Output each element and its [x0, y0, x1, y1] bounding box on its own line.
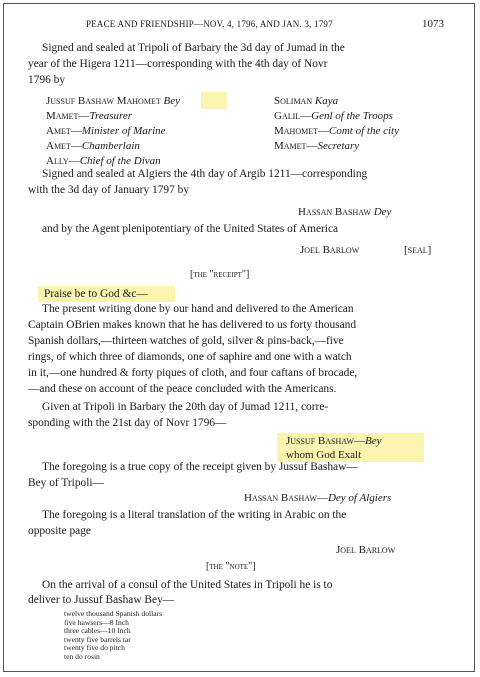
note-item-list — [64, 610, 162, 662]
signatory-title: Bey — [163, 95, 180, 107]
note-line: deliver to Jussuf Bashaw Bey— — [28, 594, 175, 606]
algiers-signing-line: with the 3d day of January 1797 by — [28, 184, 190, 196]
copy-note-signer: Hassan Bashaw—Dey of Algiers — [244, 492, 392, 504]
highlight-bey — [201, 92, 227, 109]
translation-note-line: The foregoing is a literal translation of the writing in Arabic on the — [42, 509, 347, 521]
note-item: twenty five do pitch — [64, 643, 125, 653]
signatory-right — [274, 94, 338, 109]
algiers-signing-paragraph — [28, 166, 460, 198]
copy-note-line: The foregoing is a true copy of the receipt given by Jussuf Bashaw— — [42, 461, 358, 473]
signatory-left — [46, 94, 180, 109]
note-item: twenty five barrels tar — [64, 634, 131, 644]
tripoli-signing-paragraph — [28, 40, 460, 88]
signatory-title: Chamberlain — [81, 140, 140, 152]
running-title: PEACE AND FRIENDSHIP—NOV. 4, 1796, AND JAN. 3, 1797 — [86, 19, 333, 29]
note-heading: [the "note"] — [206, 561, 256, 572]
signatory-title: Treasurer — [89, 110, 133, 122]
signatory-left: Ally—Chief of the Divan — [46, 155, 161, 167]
receipt-heading: [the "receipt"] — [190, 269, 250, 280]
signatory-name: Mahomet — [274, 125, 318, 137]
note-item: ten do rosin — [64, 651, 100, 661]
signatory-right: Mamet—Secretary — [274, 140, 360, 152]
signatory-title: Minister of Marine — [81, 125, 166, 137]
praise-line: Praise be to God &c— — [44, 288, 148, 300]
seal-mark: [seal] — [404, 244, 432, 256]
signatory-title: Comt of the city — [329, 125, 399, 137]
receipt-body-line: in it,—one hundred & forty piques of cloth, and four caftans of brocade, — [28, 367, 358, 379]
page-number: 1073 — [422, 18, 444, 30]
signatory-title: Genl of the Troops — [311, 110, 393, 122]
signatory-name: Mamet — [274, 140, 307, 152]
algiers-signing-line: Signed and sealed at Algiers the 4th day of Argib 1211—corresponding — [42, 168, 368, 180]
receipt-signer: Jussuf Bashaw—Bey — [286, 435, 382, 447]
agent-line: and by the Agent plenipotentiary of the United States of America — [42, 223, 339, 235]
signatory-left: Amet—Minister of Marine — [46, 125, 166, 137]
signatory-name: Jussuf Bashaw Mahomet — [46, 95, 161, 107]
signatory-title: Kaya — [314, 95, 339, 107]
signatory-right: Mahomet—Comt of the city — [274, 125, 399, 137]
signatory-name: Amet — [46, 140, 71, 152]
signatory-name: Ally — [46, 155, 69, 167]
receipt-signer-line2: whom God Exalt — [286, 449, 362, 461]
signer-name: Jussuf Bashaw — [286, 435, 354, 447]
receipt-body-line: rings, of which three of diamonds, one of saphire and one with a watch — [28, 351, 352, 363]
signatory-left: Amet—Chamberlain — [46, 140, 140, 152]
copy-note-line: Bey of Tripoli— — [28, 477, 104, 489]
receipt-body-line: —and these on account of the peace concluded with the Americans. — [28, 383, 337, 395]
signatory-name: Mamet — [46, 110, 79, 122]
given-line: Given at Tripoli in Barbary the 20th day of Jumad 1211, corre- — [42, 401, 329, 413]
receipt-body-line: Spanish dollars,—thirteen watches of gold, silver & pins-back,—five — [28, 335, 344, 347]
note-body — [28, 578, 460, 608]
signatory-name: Amet — [46, 125, 71, 137]
signatory-title: Chief of the Divan — [79, 155, 161, 167]
agent-signature — [300, 243, 359, 258]
signatory-right: Galil—Genl of the Troops — [274, 110, 393, 122]
note-item: twelve thousand Spanish dollars — [64, 609, 163, 618]
signer-title: Bey — [364, 435, 382, 447]
given-line: sponding with the 21st day of Novr 1796— — [28, 417, 227, 429]
signer-name: Hassan Bashaw — [298, 206, 371, 218]
given-paragraph — [28, 399, 460, 431]
signatory-name: Soliman — [274, 95, 313, 107]
agent-name: Joel Barlow — [300, 244, 360, 256]
signatory-title: Secretary — [317, 140, 360, 152]
translation-note-signer — [336, 543, 395, 558]
signer-title: Dey — [373, 206, 392, 218]
receipt-body-line: The present writing done by our hand and delivered to the American — [42, 303, 354, 315]
copy-note — [28, 459, 460, 491]
tripoli-signing-line: year of the Higera 1211—corresponding with the 4th day of Novr — [28, 58, 328, 70]
signatory-left: Mamet—Treasurer — [46, 110, 133, 122]
tripoli-signing-line: 1796 by — [28, 74, 66, 86]
note-item: five hawsers—8 Inch — [64, 617, 129, 627]
signer-name: Hassan Bashaw — [244, 492, 317, 504]
translation-note-line: opposite page — [28, 525, 91, 537]
algiers-signer — [298, 205, 391, 220]
note-item: three cables—10 Inch — [64, 626, 131, 636]
tripoli-signing-line: Signed and sealed at Tripoli of Barbary the 3d day of Jumad in the — [42, 42, 345, 54]
note-line: On the arrival of a consul of the United States in Tripoli he is to — [42, 579, 333, 591]
signatory-name: Galil — [274, 110, 301, 122]
receipt-body — [28, 301, 460, 397]
receipt-body-line: Captain OBrien makes known that he has delivered to us forty thousand — [28, 319, 357, 331]
signer-name: Joel Barlow — [336, 544, 396, 556]
translation-note — [28, 507, 460, 539]
signer-title: Dey of Algiers — [327, 492, 392, 504]
